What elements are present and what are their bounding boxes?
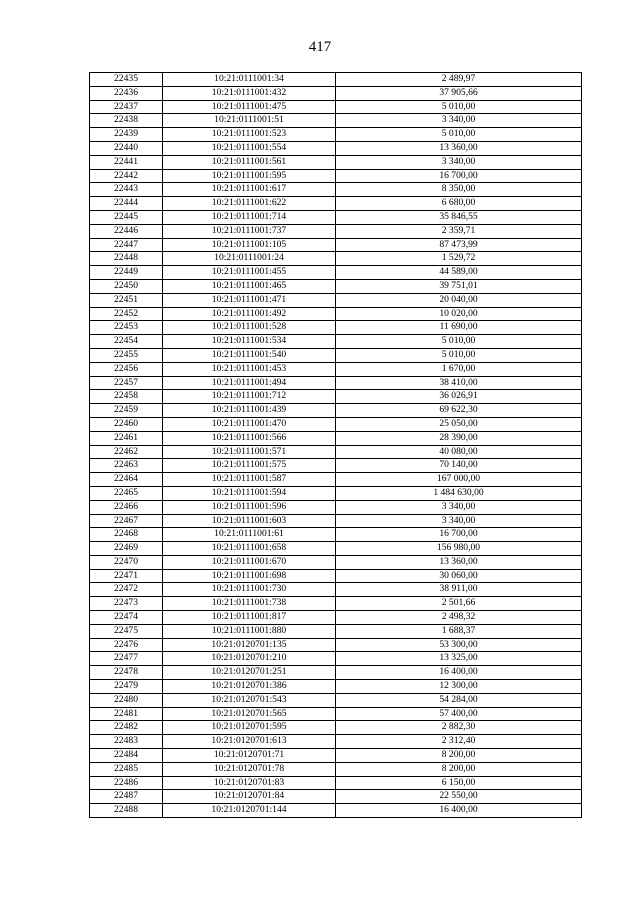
value-cell: 2 501,66 (336, 597, 582, 611)
row-number-cell: 22466 (90, 500, 163, 514)
row-number-cell: 22484 (90, 749, 163, 763)
cadastral-number-cell: 10:21:0111001:470 (163, 417, 336, 431)
cadastral-number-cell: 10:21:0111001:698 (163, 569, 336, 583)
row-number-cell: 22478 (90, 666, 163, 680)
table-row (90, 169, 582, 183)
value-cell: 16 700,00 (336, 528, 582, 542)
value-cell: 16 700,00 (336, 169, 582, 183)
row-number-cell: 22476 (90, 638, 163, 652)
row-number-cell: 22459 (90, 404, 163, 418)
table-row (90, 114, 582, 128)
value-cell: 30 060,00 (336, 569, 582, 583)
row-number-cell: 22470 (90, 555, 163, 569)
table-row (90, 404, 582, 418)
cadastral-number-cell: 10:21:0111001:670 (163, 555, 336, 569)
row-number-cell: 22456 (90, 362, 163, 376)
row-number-cell: 22483 (90, 735, 163, 749)
cadastral-number-cell: 10:21:0111001:534 (163, 335, 336, 349)
table-row (90, 569, 582, 583)
row-number-cell: 22479 (90, 680, 163, 694)
cadastral-number-cell: 10:21:0111001:471 (163, 293, 336, 307)
table-row (90, 597, 582, 611)
cadastral-number-cell: 10:21:0111001:617 (163, 183, 336, 197)
value-cell: 2 312,40 (336, 735, 582, 749)
table-row (90, 804, 582, 818)
table-row (90, 321, 582, 335)
table-row (90, 183, 582, 197)
table-body (90, 73, 582, 818)
row-number-cell: 22486 (90, 776, 163, 790)
value-cell: 39 751,01 (336, 279, 582, 293)
table-row (90, 611, 582, 625)
row-number-cell: 22482 (90, 721, 163, 735)
table-row (90, 790, 582, 804)
row-number-cell: 22464 (90, 473, 163, 487)
cadastral-number-cell: 10:21:0120701:210 (163, 652, 336, 666)
value-cell: 11 690,00 (336, 321, 582, 335)
cadastral-number-cell: 10:21:0111001:523 (163, 128, 336, 142)
row-number-cell: 22438 (90, 114, 163, 128)
table-row (90, 555, 582, 569)
value-cell: 156 980,00 (336, 542, 582, 556)
row-number-cell: 22474 (90, 611, 163, 625)
value-cell: 38 410,00 (336, 376, 582, 390)
table-row (90, 197, 582, 211)
row-number-cell: 22472 (90, 583, 163, 597)
row-number-cell: 22448 (90, 252, 163, 266)
cadastral-number-cell: 10:21:0111001:594 (163, 486, 336, 500)
table-row (90, 776, 582, 790)
cadastral-number-cell: 10:21:0111001:714 (163, 210, 336, 224)
cadastral-number-cell: 10:21:0120701:78 (163, 762, 336, 776)
row-number-cell: 22465 (90, 486, 163, 500)
cadastral-number-cell: 10:21:0111001:51 (163, 114, 336, 128)
row-number-cell: 22451 (90, 293, 163, 307)
value-cell: 3 340,00 (336, 500, 582, 514)
table-row (90, 252, 582, 266)
value-cell: 5 010,00 (336, 335, 582, 349)
table-row (90, 431, 582, 445)
cadastral-number-cell: 10:21:0120701:613 (163, 735, 336, 749)
cadastral-number-cell: 10:21:0111001:432 (163, 86, 336, 100)
table-row (90, 735, 582, 749)
value-cell: 6 680,00 (336, 197, 582, 211)
cadastral-number-cell: 10:21:0120701:595 (163, 721, 336, 735)
value-cell: 22 550,00 (336, 790, 582, 804)
value-cell: 35 846,55 (336, 210, 582, 224)
row-number-cell: 22444 (90, 197, 163, 211)
value-cell: 40 080,00 (336, 445, 582, 459)
cadastral-number-cell: 10:21:0111001:453 (163, 362, 336, 376)
row-number-cell: 22450 (90, 279, 163, 293)
cadastral-number-cell: 10:21:0111001:817 (163, 611, 336, 625)
cadastral-number-cell: 10:21:0111001:880 (163, 624, 336, 638)
value-cell: 20 040,00 (336, 293, 582, 307)
table-row (90, 486, 582, 500)
cadastral-number-cell: 10:21:0111001:34 (163, 73, 336, 87)
table-row (90, 445, 582, 459)
value-cell: 57 400,00 (336, 707, 582, 721)
row-number-cell: 22485 (90, 762, 163, 776)
cadastral-value-table (89, 72, 582, 818)
value-cell: 8 350,00 (336, 183, 582, 197)
row-number-cell: 22481 (90, 707, 163, 721)
value-cell: 54 284,00 (336, 693, 582, 707)
table-row (90, 542, 582, 556)
value-cell: 5 010,00 (336, 100, 582, 114)
row-number-cell: 22488 (90, 804, 163, 818)
row-number-cell: 22437 (90, 100, 163, 114)
cadastral-number-cell: 10:21:0120701:83 (163, 776, 336, 790)
table-row (90, 514, 582, 528)
row-number-cell: 22458 (90, 390, 163, 404)
row-number-cell: 22445 (90, 210, 163, 224)
value-cell: 28 390,00 (336, 431, 582, 445)
value-cell: 1 670,00 (336, 362, 582, 376)
table-row (90, 666, 582, 680)
cadastral-number-cell: 10:21:0111001:475 (163, 100, 336, 114)
cadastral-number-cell: 10:21:0120701:135 (163, 638, 336, 652)
cadastral-number-cell: 10:21:0111001:24 (163, 252, 336, 266)
cadastral-number-cell: 10:21:0111001:596 (163, 500, 336, 514)
cadastral-number-cell: 10:21:0111001:540 (163, 348, 336, 362)
row-number-cell: 22480 (90, 693, 163, 707)
value-cell: 2 882,30 (336, 721, 582, 735)
table-row (90, 762, 582, 776)
row-number-cell: 22449 (90, 266, 163, 280)
row-number-cell: 22463 (90, 459, 163, 473)
table-row (90, 638, 582, 652)
value-cell: 5 010,00 (336, 348, 582, 362)
cadastral-number-cell: 10:21:0120701:144 (163, 804, 336, 818)
cadastral-number-cell: 10:21:0120701:386 (163, 680, 336, 694)
value-cell: 8 200,00 (336, 749, 582, 763)
cadastral-number-cell: 10:21:0111001:528 (163, 321, 336, 335)
value-cell: 13 360,00 (336, 141, 582, 155)
page-number: 417 (308, 39, 332, 55)
row-number-cell: 22442 (90, 169, 163, 183)
table-row (90, 459, 582, 473)
cadastral-number-cell: 10:21:0120701:543 (163, 693, 336, 707)
table-row (90, 155, 582, 169)
table-row (90, 86, 582, 100)
table-row (90, 335, 582, 349)
table-row (90, 500, 582, 514)
cadastral-number-cell: 10:21:0111001:575 (163, 459, 336, 473)
row-number-cell: 22487 (90, 790, 163, 804)
row-number-cell: 22439 (90, 128, 163, 142)
value-cell: 38 911,00 (336, 583, 582, 597)
table-row (90, 652, 582, 666)
row-number-cell: 22477 (90, 652, 163, 666)
cadastral-number-cell: 10:21:0111001:494 (163, 376, 336, 390)
value-cell: 70 140,00 (336, 459, 582, 473)
table-row (90, 210, 582, 224)
value-cell: 16 400,00 (336, 804, 582, 818)
table-row (90, 266, 582, 280)
row-number-cell: 22469 (90, 542, 163, 556)
table-row (90, 279, 582, 293)
row-number-cell: 22446 (90, 224, 163, 238)
row-number-cell: 22452 (90, 307, 163, 321)
table-row (90, 721, 582, 735)
cadastral-number-cell: 10:21:0111001:658 (163, 542, 336, 556)
value-cell: 3 340,00 (336, 514, 582, 528)
table-row (90, 307, 582, 321)
row-number-cell: 22461 (90, 431, 163, 445)
value-cell: 1 688,37 (336, 624, 582, 638)
value-cell: 13 360,00 (336, 555, 582, 569)
cadastral-number-cell: 10:21:0111001:439 (163, 404, 336, 418)
cadastral-number-cell: 10:21:0111001:554 (163, 141, 336, 155)
row-number-cell: 22460 (90, 417, 163, 431)
table-row (90, 749, 582, 763)
cadastral-number-cell: 10:21:0111001:738 (163, 597, 336, 611)
value-cell: 44 589,00 (336, 266, 582, 280)
cadastral-number-cell: 10:21:0111001:105 (163, 238, 336, 252)
row-number-cell: 22443 (90, 183, 163, 197)
cadastral-number-cell: 10:21:0120701:71 (163, 749, 336, 763)
value-cell: 10 020,00 (336, 307, 582, 321)
row-number-cell: 22441 (90, 155, 163, 169)
row-number-cell: 22457 (90, 376, 163, 390)
value-cell: 12 300,00 (336, 680, 582, 694)
value-cell: 167 000,00 (336, 473, 582, 487)
value-cell: 2 498,32 (336, 611, 582, 625)
row-number-cell: 22454 (90, 335, 163, 349)
table-row (90, 417, 582, 431)
cadastral-number-cell: 10:21:0111001:61 (163, 528, 336, 542)
cadastral-number-cell: 10:21:0111001:566 (163, 431, 336, 445)
table-row (90, 583, 582, 597)
cadastral-number-cell: 10:21:0111001:492 (163, 307, 336, 321)
cadastral-number-cell: 10:21:0120701:565 (163, 707, 336, 721)
value-cell: 1 484 630,00 (336, 486, 582, 500)
cadastral-number-cell: 10:21:0111001:622 (163, 197, 336, 211)
cadastral-number-cell: 10:21:0111001:455 (163, 266, 336, 280)
table-row (90, 141, 582, 155)
table-row (90, 293, 582, 307)
row-number-cell: 22462 (90, 445, 163, 459)
row-number-cell: 22467 (90, 514, 163, 528)
table-row (90, 376, 582, 390)
value-cell: 6 150,00 (336, 776, 582, 790)
table-row (90, 624, 582, 638)
value-cell: 2 359,71 (336, 224, 582, 238)
table-row (90, 528, 582, 542)
row-number-cell: 22468 (90, 528, 163, 542)
value-cell: 5 010,00 (336, 128, 582, 142)
value-cell: 8 200,00 (336, 762, 582, 776)
row-number-cell: 22436 (90, 86, 163, 100)
value-cell: 16 400,00 (336, 666, 582, 680)
cadastral-number-cell: 10:21:0111001:712 (163, 390, 336, 404)
table-row (90, 238, 582, 252)
row-number-cell: 22435 (90, 73, 163, 87)
row-number-cell: 22471 (90, 569, 163, 583)
cadastral-number-cell: 10:21:0111001:730 (163, 583, 336, 597)
value-cell: 3 340,00 (336, 114, 582, 128)
cadastral-number-cell: 10:21:0120701:84 (163, 790, 336, 804)
table-row (90, 362, 582, 376)
row-number-cell: 22455 (90, 348, 163, 362)
cadastral-number-cell: 10:21:0111001:465 (163, 279, 336, 293)
value-cell: 1 529,72 (336, 252, 582, 266)
value-cell: 36 026,91 (336, 390, 582, 404)
cadastral-number-cell: 10:21:0111001:603 (163, 514, 336, 528)
value-cell: 3 340,00 (336, 155, 582, 169)
table-row (90, 224, 582, 238)
value-cell: 13 325,00 (336, 652, 582, 666)
cadastral-number-cell: 10:21:0111001:561 (163, 155, 336, 169)
table-row (90, 680, 582, 694)
table-row (90, 693, 582, 707)
cadastral-number-cell: 10:21:0111001:587 (163, 473, 336, 487)
table-row (90, 73, 582, 87)
table-row (90, 473, 582, 487)
cadastral-number-cell: 10:21:0111001:571 (163, 445, 336, 459)
table-row (90, 707, 582, 721)
cadastral-number-cell: 10:21:0111001:595 (163, 169, 336, 183)
table-row (90, 348, 582, 362)
value-cell: 37 905,66 (336, 86, 582, 100)
table-row (90, 100, 582, 114)
value-cell: 25 050,00 (336, 417, 582, 431)
row-number-cell: 22475 (90, 624, 163, 638)
cadastral-number-cell: 10:21:0120701:251 (163, 666, 336, 680)
table-row (90, 128, 582, 142)
value-cell: 87 473,99 (336, 238, 582, 252)
row-number-cell: 22453 (90, 321, 163, 335)
cadastral-number-cell: 10:21:0111001:737 (163, 224, 336, 238)
table-row (90, 390, 582, 404)
value-cell: 53 300,00 (336, 638, 582, 652)
row-number-cell: 22447 (90, 238, 163, 252)
row-number-cell: 22473 (90, 597, 163, 611)
value-cell: 2 489,97 (336, 73, 582, 87)
value-cell: 69 622,30 (336, 404, 582, 418)
row-number-cell: 22440 (90, 141, 163, 155)
